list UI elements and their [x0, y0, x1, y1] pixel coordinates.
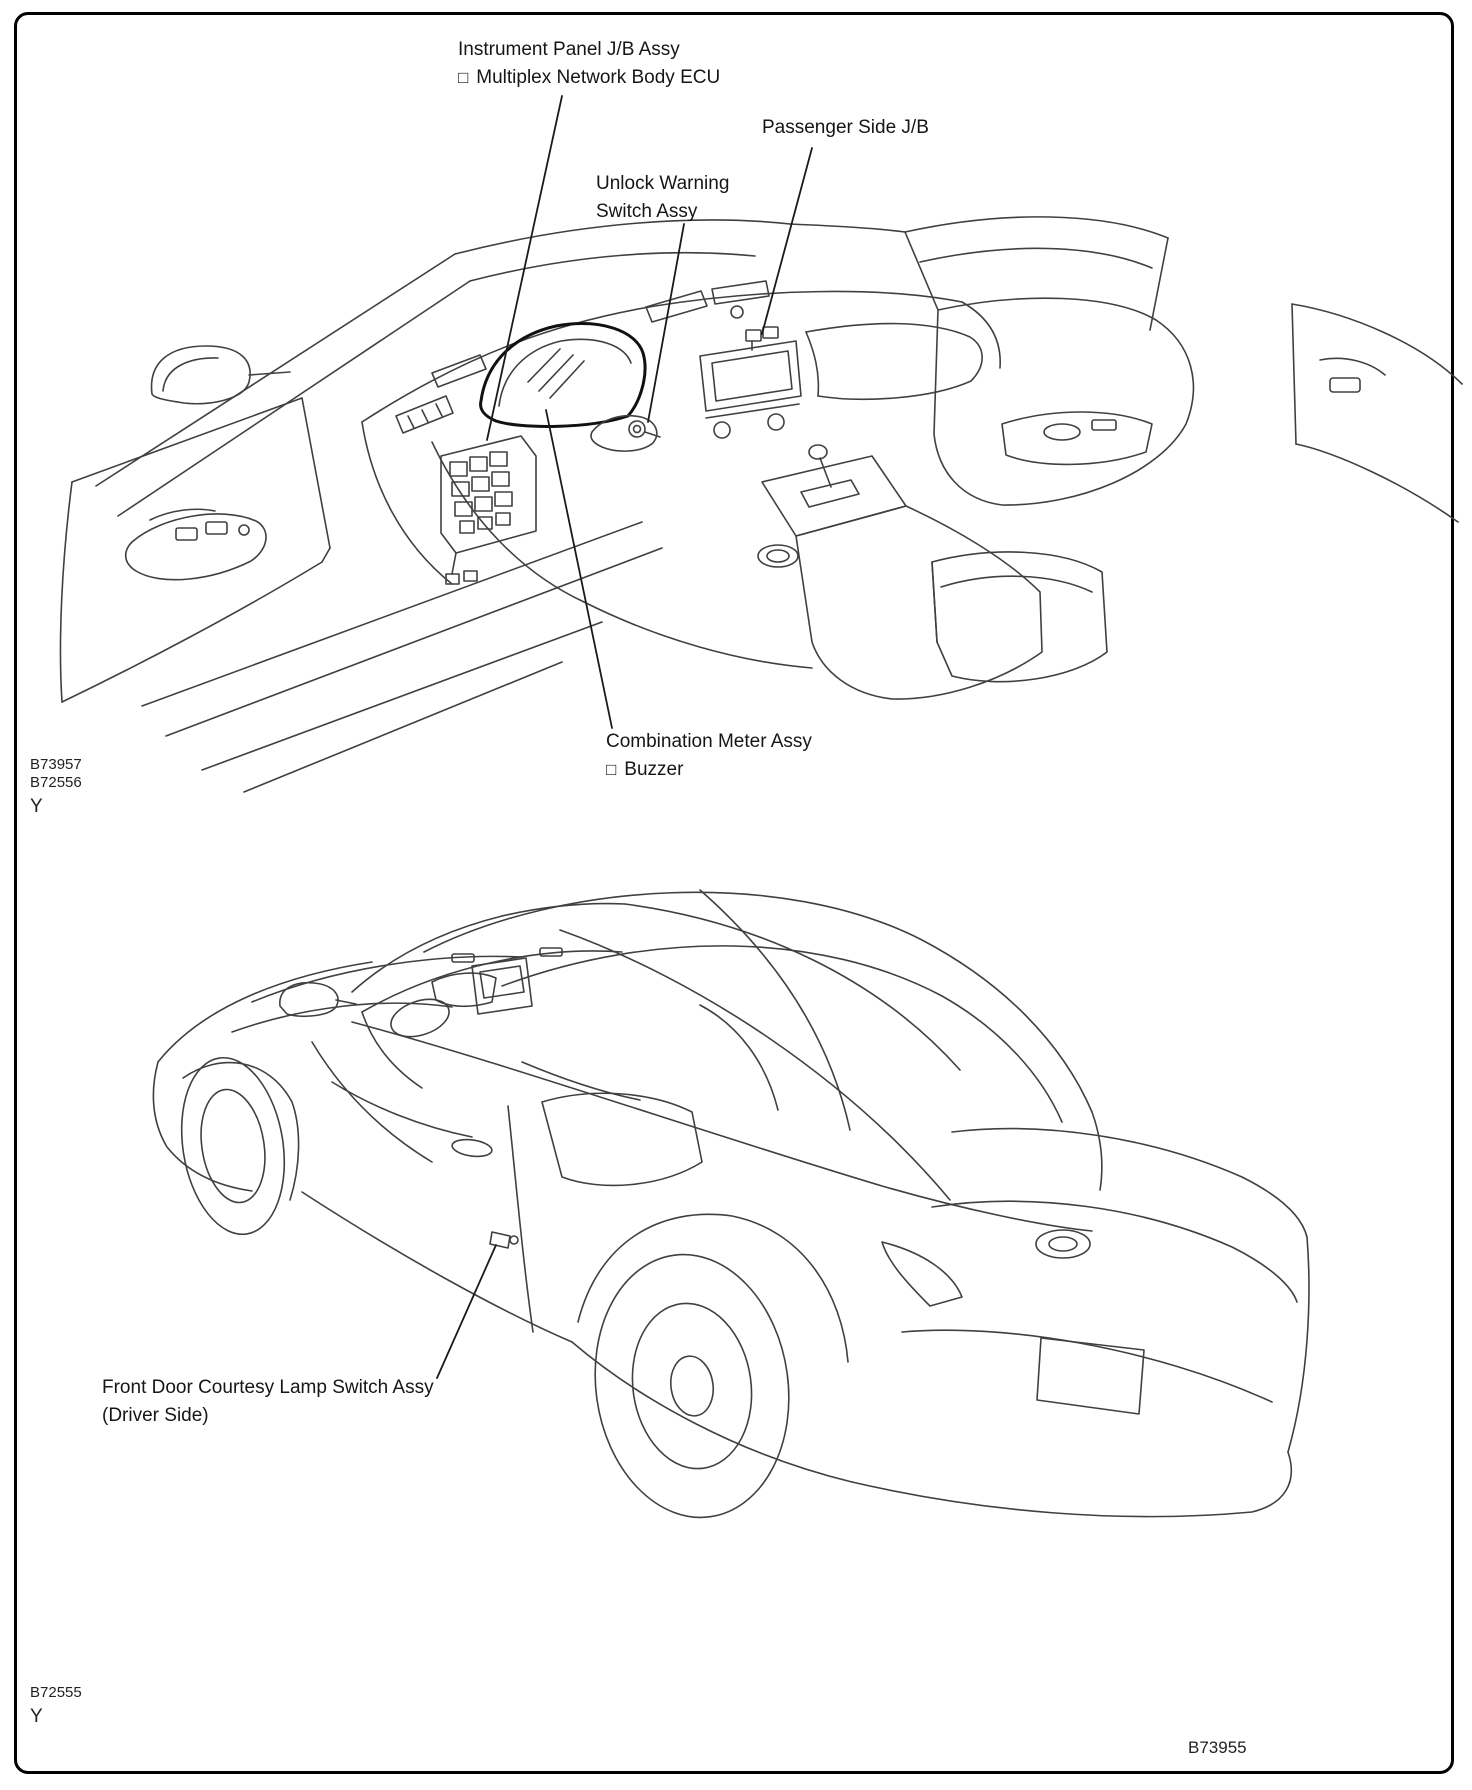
label-passenger-side-jb — [762, 114, 929, 142]
rear-wheel — [579, 1242, 806, 1530]
label-unlock-warning-switch — [596, 170, 729, 226]
combination-meter — [481, 324, 645, 427]
leader-passenger-side-jb — [762, 148, 812, 334]
label-instrument-panel-jb — [458, 36, 720, 92]
interior-ref-codes — [30, 756, 82, 816]
square-bullet-icon: □ — [606, 760, 617, 779]
exterior-line-art — [153, 890, 1309, 1530]
trunk-emblem — [1036, 1230, 1090, 1258]
interior-line-art — [60, 217, 1462, 792]
instrument-panel-jb-title: Instrument Panel J/B Assy — [458, 39, 680, 60]
combination-meter-sub: Buzzer — [624, 759, 684, 780]
figure-code: B73955 — [1188, 1738, 1247, 1757]
roof-greenhouse — [352, 890, 1102, 1200]
license-plate — [1037, 1338, 1144, 1414]
label-front-door-courtesy-lamp-switch — [102, 1374, 434, 1430]
instrument-panel-jb-sub: Multiplex Network Body ECU — [476, 67, 721, 88]
ref-code: B72556 — [30, 774, 82, 791]
steering-wheel — [386, 993, 454, 1044]
ref-code: B72555 — [30, 1684, 82, 1701]
leader-courtesy-lamp-switch — [437, 1245, 496, 1378]
courtesy-lamp-line2: (Driver Side) — [102, 1405, 209, 1426]
ref-code: Y — [30, 1706, 43, 1727]
ref-code: Y — [30, 796, 43, 817]
glove-box — [806, 324, 982, 400]
unlock-warning-line2: Switch Assy — [596, 201, 698, 222]
label-combination-meter — [606, 728, 812, 784]
exterior-leader-lines — [437, 1245, 496, 1378]
leader-combination-meter — [546, 410, 612, 728]
tail-lamp — [882, 1242, 962, 1306]
unlock-warning-line1: Unlock Warning — [596, 173, 730, 194]
passenger-door — [934, 298, 1193, 505]
courtesy-lamp-switch — [490, 1232, 518, 1248]
driver-door — [60, 398, 330, 702]
rear-wheel-arch — [578, 1214, 848, 1362]
courtesy-lamp-line1: Front Door Courtesy Lamp Switch Assy — [102, 1377, 434, 1398]
front-wheel — [170, 1050, 297, 1241]
combination-meter-detail — [499, 339, 631, 406]
square-bullet-icon: □ — [458, 68, 469, 87]
leader-instrument-panel-jb — [487, 96, 562, 440]
exterior-ref-codes — [30, 1684, 82, 1726]
interior-through-body — [312, 948, 778, 1185]
right-quarter-trim — [1292, 304, 1462, 522]
rear-end — [852, 1129, 1309, 1517]
passenger-side-jb-title: Passenger Side J/B — [762, 117, 929, 138]
center-console — [758, 445, 1107, 699]
windshield-pillars — [96, 217, 1168, 516]
combination-meter-title: Combination Meter Assy — [606, 731, 812, 752]
dashboard — [362, 291, 1000, 602]
ref-code: B73957 — [30, 756, 82, 773]
